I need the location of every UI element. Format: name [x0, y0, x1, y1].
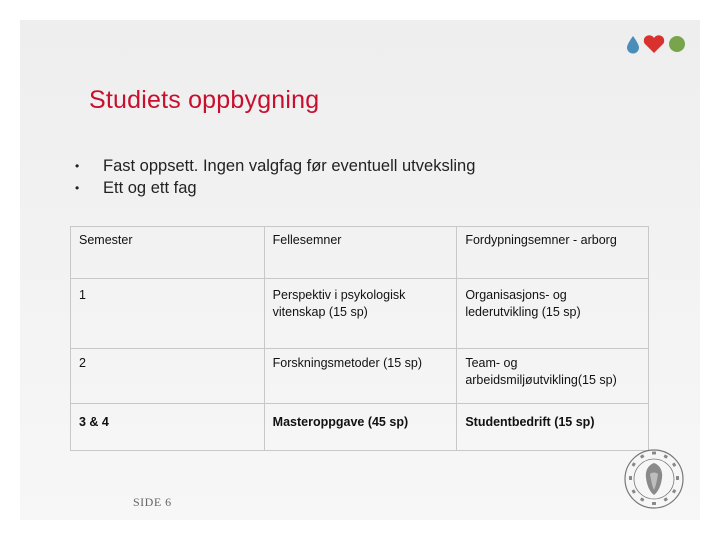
- course-table: [70, 226, 649, 451]
- bullet-text: Ett og ett fag: [103, 179, 197, 197]
- cell-fordypning: Studentbedrift (15 sp): [457, 404, 649, 451]
- page-number: SIDE 6: [133, 495, 172, 509]
- cell-fordypning: Team- og arbeidsmiljøutvikling(15 sp): [457, 349, 649, 404]
- table-row: [71, 404, 649, 451]
- table-row: [71, 279, 649, 349]
- cell-fordypning: Organisasjons- og lederutvikling (15 sp): [457, 279, 649, 349]
- cell-semester: 1: [71, 279, 265, 349]
- bullet-item: [75, 177, 475, 199]
- header-cell-semester: Semester: [71, 227, 265, 279]
- heart-icon: [644, 35, 664, 53]
- circle-icon: [669, 36, 685, 52]
- university-seal-icon: [623, 448, 685, 510]
- cell-felles: Masteroppgave (45 sp): [264, 404, 457, 451]
- table-header-row: [71, 227, 649, 279]
- cell-semester: 2: [71, 349, 265, 404]
- bullet-marker: •: [75, 181, 80, 195]
- bullet-list: [75, 155, 475, 199]
- cell-felles: Perspektiv i psykologisk vitenskap (15 sp): [264, 279, 457, 349]
- table-row: [71, 349, 649, 404]
- header-cell-fordypning: Fordypningsemner - arborg: [457, 227, 649, 279]
- brand-logo: [624, 33, 688, 55]
- bullet-item: [75, 155, 475, 177]
- bullet-marker: •: [75, 159, 80, 173]
- bullet-text: Fast oppsett. Ingen valgfag før eventuell utveksling: [103, 157, 476, 175]
- cell-semester: 3 & 4: [71, 404, 265, 451]
- header-cell-felles: Fellesemner: [264, 227, 457, 279]
- drop-icon: [627, 36, 639, 54]
- slide-title: Studiets oppbygning: [89, 86, 320, 114]
- cell-felles: Forskningsmetoder (15 sp): [264, 349, 457, 404]
